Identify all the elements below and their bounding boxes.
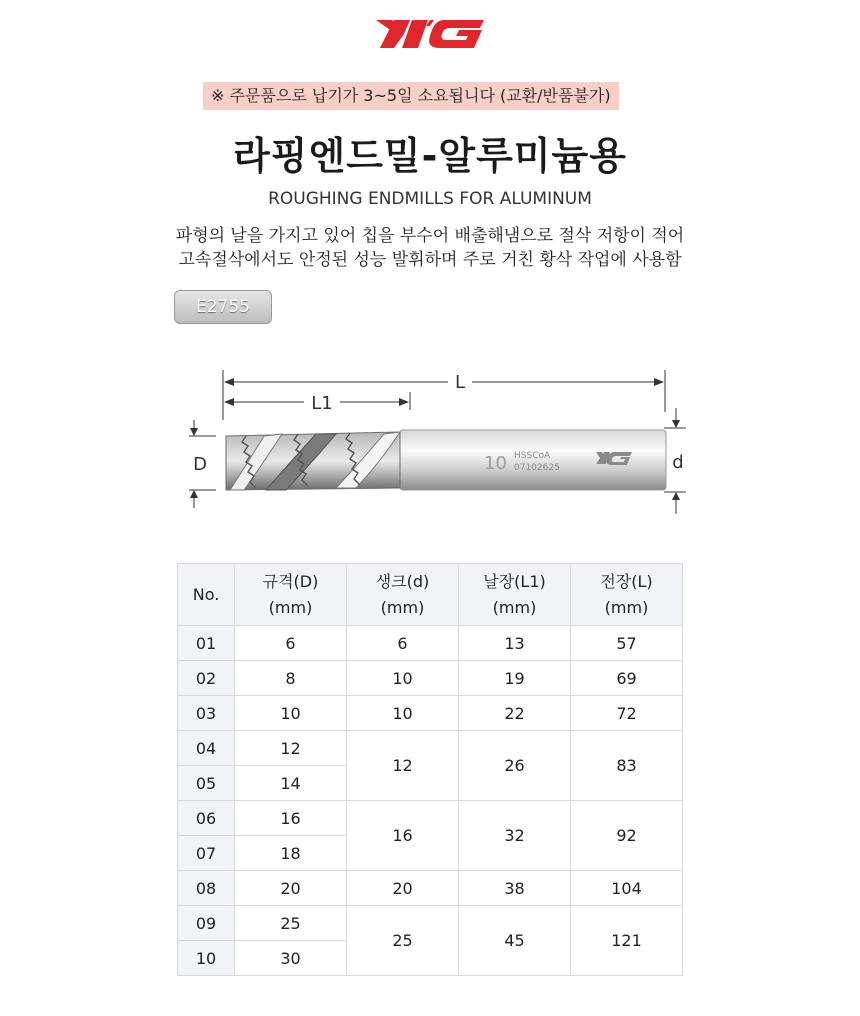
yg-logo <box>374 14 488 54</box>
cell-no: 01 <box>178 626 235 661</box>
cell-diameter: 25 <box>235 906 347 941</box>
dimension-L1-label: L1 <box>311 393 333 414</box>
header-overall-length: 전장(L) (mm) <box>571 564 683 626</box>
header-shank: 생크(d) (mm) <box>347 564 459 626</box>
spec-table <box>177 563 683 976</box>
order-notice: ※ 주문품으로 납기가 3~5일 소요됩니다 (교환/반품불가) <box>203 82 619 110</box>
cell-flute-length: 13 <box>459 626 571 661</box>
table-row <box>178 661 683 696</box>
cell-no: 07 <box>178 836 235 871</box>
table-row <box>178 801 683 836</box>
dimension-D-label: D <box>193 454 207 475</box>
cell-no: 04 <box>178 731 235 766</box>
cell-shank: 16 <box>347 801 459 871</box>
cell-no: 02 <box>178 661 235 696</box>
cell-no: 06 <box>178 801 235 836</box>
dimension-d-label: d <box>672 452 684 473</box>
cell-overall-length: 72 <box>571 696 683 731</box>
product-description <box>0 224 860 272</box>
cell-shank: 25 <box>347 906 459 976</box>
cell-no: 08 <box>178 871 235 906</box>
cell-overall-length: 121 <box>571 906 683 976</box>
cell-diameter: 16 <box>235 801 347 836</box>
cell-diameter: 18 <box>235 836 347 871</box>
cell-overall-length: 69 <box>571 661 683 696</box>
yg-logo-mark <box>376 20 484 48</box>
cell-flute-length: 19 <box>459 661 571 696</box>
cell-diameter: 30 <box>235 941 347 976</box>
cell-no: 03 <box>178 696 235 731</box>
header-flute-length: 날장(L1) (mm) <box>459 564 571 626</box>
cell-diameter: 10 <box>235 696 347 731</box>
header-no: No. <box>178 564 235 626</box>
cell-diameter: 8 <box>235 661 347 696</box>
cell-diameter: 20 <box>235 871 347 906</box>
cell-flute-length: 38 <box>459 871 571 906</box>
table-row <box>178 871 683 906</box>
product-code-badge: E2755 <box>174 290 272 324</box>
cell-overall-length: 83 <box>571 731 683 801</box>
cell-flute-length: 22 <box>459 696 571 731</box>
cell-flute-length: 32 <box>459 801 571 871</box>
cell-shank: 10 <box>347 661 459 696</box>
cell-no: 05 <box>178 766 235 801</box>
header-diameter: 규격(D) (mm) <box>235 564 347 626</box>
description-line-1: 파형의 날을 가지고 있어 칩을 부수어 배출해냄으로 절삭 저항이 적어 <box>175 226 685 246</box>
cell-overall-length: 104 <box>571 871 683 906</box>
shank-material-mark: HSSCoA <box>514 451 551 461</box>
table-row <box>178 696 683 731</box>
table-header-row <box>178 564 683 626</box>
cell-shank: 6 <box>347 626 459 661</box>
cell-overall-length: 57 <box>571 626 683 661</box>
product-subtitle: ROUGHING ENDMILLS FOR ALUMINUM <box>268 189 592 209</box>
dimension-L <box>223 370 665 420</box>
dimension-L-label: L <box>454 372 466 393</box>
description-line-2: 고속절삭에서도 안정된 성능 발휘하며 주로 거친 황삭 작업에 사용함 <box>178 250 682 270</box>
table-row <box>178 626 683 661</box>
cell-diameter: 14 <box>235 766 347 801</box>
cell-no: 09 <box>178 906 235 941</box>
cell-flute-length: 45 <box>459 906 571 976</box>
table-row <box>178 731 683 766</box>
cell-overall-length: 92 <box>571 801 683 871</box>
endmill-diagram <box>186 360 686 530</box>
cell-shank: 10 <box>347 696 459 731</box>
endmill-flutes <box>226 432 400 490</box>
cell-flute-length: 26 <box>459 731 571 801</box>
cell-shank: 20 <box>347 871 459 906</box>
cell-diameter: 6 <box>235 626 347 661</box>
cell-diameter: 12 <box>235 731 347 766</box>
product-title: 라핑엔드밀-알루미늄용 <box>233 134 627 178</box>
shank-lot-mark: 07102625 <box>514 463 560 473</box>
shank-size-mark: 10 <box>484 453 507 474</box>
table-row <box>178 906 683 941</box>
cell-no: 10 <box>178 941 235 976</box>
cell-shank: 12 <box>347 731 459 801</box>
